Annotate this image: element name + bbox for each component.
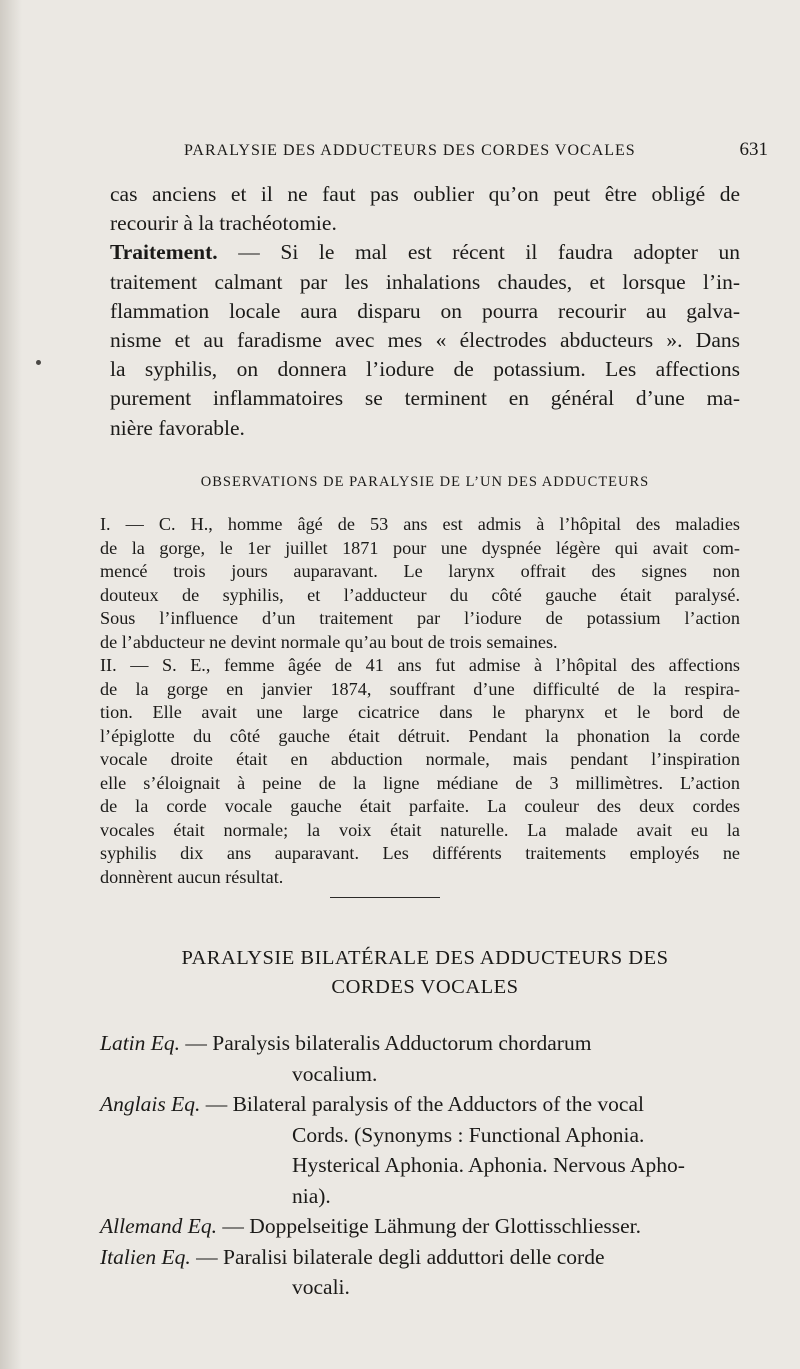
text-line: vocales était normale; la voix était naturelle. La malade avait eu la — [100, 819, 740, 840]
equivalent-continuation: Cords. (Synonyms : Functional Aphonia. — [292, 1122, 645, 1147]
treatment-heading: Traitement. — [110, 240, 218, 265]
equivalent-label: Latin Eq. — [100, 1031, 181, 1055]
text-line: l’épiglotte du côté gauche était détruit. Pendant la phonation la corde — [100, 725, 740, 746]
equivalent-continuation: Hysterical Aphonia. Aphonia. Nervous Apho- — [292, 1153, 685, 1177]
text-line: elle s’éloignait à peine de la ligne médiane de 3 millimètres. L’action — [100, 772, 740, 793]
observation-1 — [100, 513, 740, 654]
equivalent-text: — Paralysis bilateralis Adductorum chordarum — [180, 1031, 592, 1055]
equivalent-text: — Paralisi bilaterale degli adduttori delle corde — [190, 1244, 605, 1269]
page-number: 631 — [739, 139, 768, 160]
text-line: cas anciens et il ne faut pas oublier qu’on peut être obligé de — [110, 182, 740, 206]
equivalent-label: Anglais Eq. — [100, 1092, 201, 1116]
text-line: de la corde vocale gauche était parfaite. La couleur des deux cordes — [100, 796, 740, 816]
text-line: vocale droite était en abduction normale, mais pendant l’inspiration — [100, 749, 740, 769]
equivalent-allemand — [100, 1211, 750, 1242]
equivalent-label: Italien Eq. — [100, 1244, 191, 1269]
text-line: nisme et au faradisme avec mes « électrodes abducteurs ». Dans — [110, 328, 740, 353]
section-title-line: CORDES VOCALES — [331, 976, 519, 998]
page-gutter-shadow — [0, 0, 22, 1369]
text-line: de la gorge, le 1er juillet 1871 pour une dyspnée légère qui avait com- — [100, 537, 740, 558]
print-speck — [36, 360, 41, 365]
equivalent-latin — [100, 1028, 750, 1089]
text-line: de la gorge en janvier 1874, souffrant d’une difficulté de la respira- — [100, 678, 740, 699]
equivalent-text: — Doppelseitige Lähmung der Glottisschliesser. — [217, 1214, 641, 1238]
text-line: mencé trois jours auparavant. Le larynx offrait des signes non — [100, 561, 740, 581]
observations-heading: OBSERVATIONS DE PARALYSIE DE L’UN DES ADDUCTEURS — [200, 474, 650, 490]
equivalents-list — [100, 1028, 750, 1303]
section-title-line: PARALYSIE BILATÉRALE DES ADDUCTEURS DES — [181, 947, 669, 969]
text-line: tion. Elle avait une large cicatrice dans le pharynx et le bord de — [100, 702, 740, 722]
text-line: purement inflammatoires se terminent en général d’une ma- — [110, 386, 740, 411]
text-line: flammation locale aura disparu on pourra recourir au galva- — [110, 298, 740, 323]
equivalent-label: Allemand Eq. — [100, 1214, 218, 1238]
equivalent-anglais — [100, 1089, 750, 1211]
text-line: la syphilis, on donnera l’iodure de potassium. Les affections — [110, 357, 740, 382]
text-line — [110, 238, 740, 267]
equivalent-continuation: nia). — [292, 1183, 331, 1208]
text-line: de l’abducteur ne devint normale qu’au bout de trois semaines. — [100, 631, 558, 652]
text-line: syphilis dix ans auparavant. Les différents traitements employés ne — [100, 843, 740, 863]
observation-2 — [100, 654, 740, 889]
intro-and-treatment-paragraphs — [110, 180, 740, 443]
text-line: traitement calmant par les inhalations chaudes, et lorsque l’in- — [110, 269, 740, 294]
text-line: donnèrent aucun résultat. — [100, 866, 284, 887]
section-divider — [330, 897, 440, 898]
section-title — [110, 944, 740, 1002]
text-line: douteux de syphilis, et l’adducteur du côté gauche était paralysé. — [100, 584, 740, 605]
running-header-title: PARALYSIE DES ADDUCTEURS DES CORDES VOCALES — [184, 142, 636, 159]
equivalent-continuation: vocali. — [292, 1275, 350, 1299]
equivalent-italien — [100, 1242, 750, 1303]
text-fragment: — Si le mal est récent il faudra adopter un — [217, 240, 740, 265]
text-line: recourir à la trachéotomie. — [110, 211, 337, 236]
text-line: I. — C. H., homme âgé de 53 ans est admis à l’hôpital des maladies — [100, 514, 740, 534]
equivalent-text: — Bilateral paralysis of the Adductors of the vocal — [200, 1092, 644, 1116]
equivalent-continuation: vocalium. — [292, 1061, 378, 1086]
text-line: Sous l’influence d’un traitement par l’iodure de potassium l’action — [100, 608, 740, 628]
text-line: II. — S. E., femme âgée de 41 ans fut admise à l’hôpital des affections — [100, 655, 740, 675]
text-line: nière favorable. — [110, 415, 245, 440]
